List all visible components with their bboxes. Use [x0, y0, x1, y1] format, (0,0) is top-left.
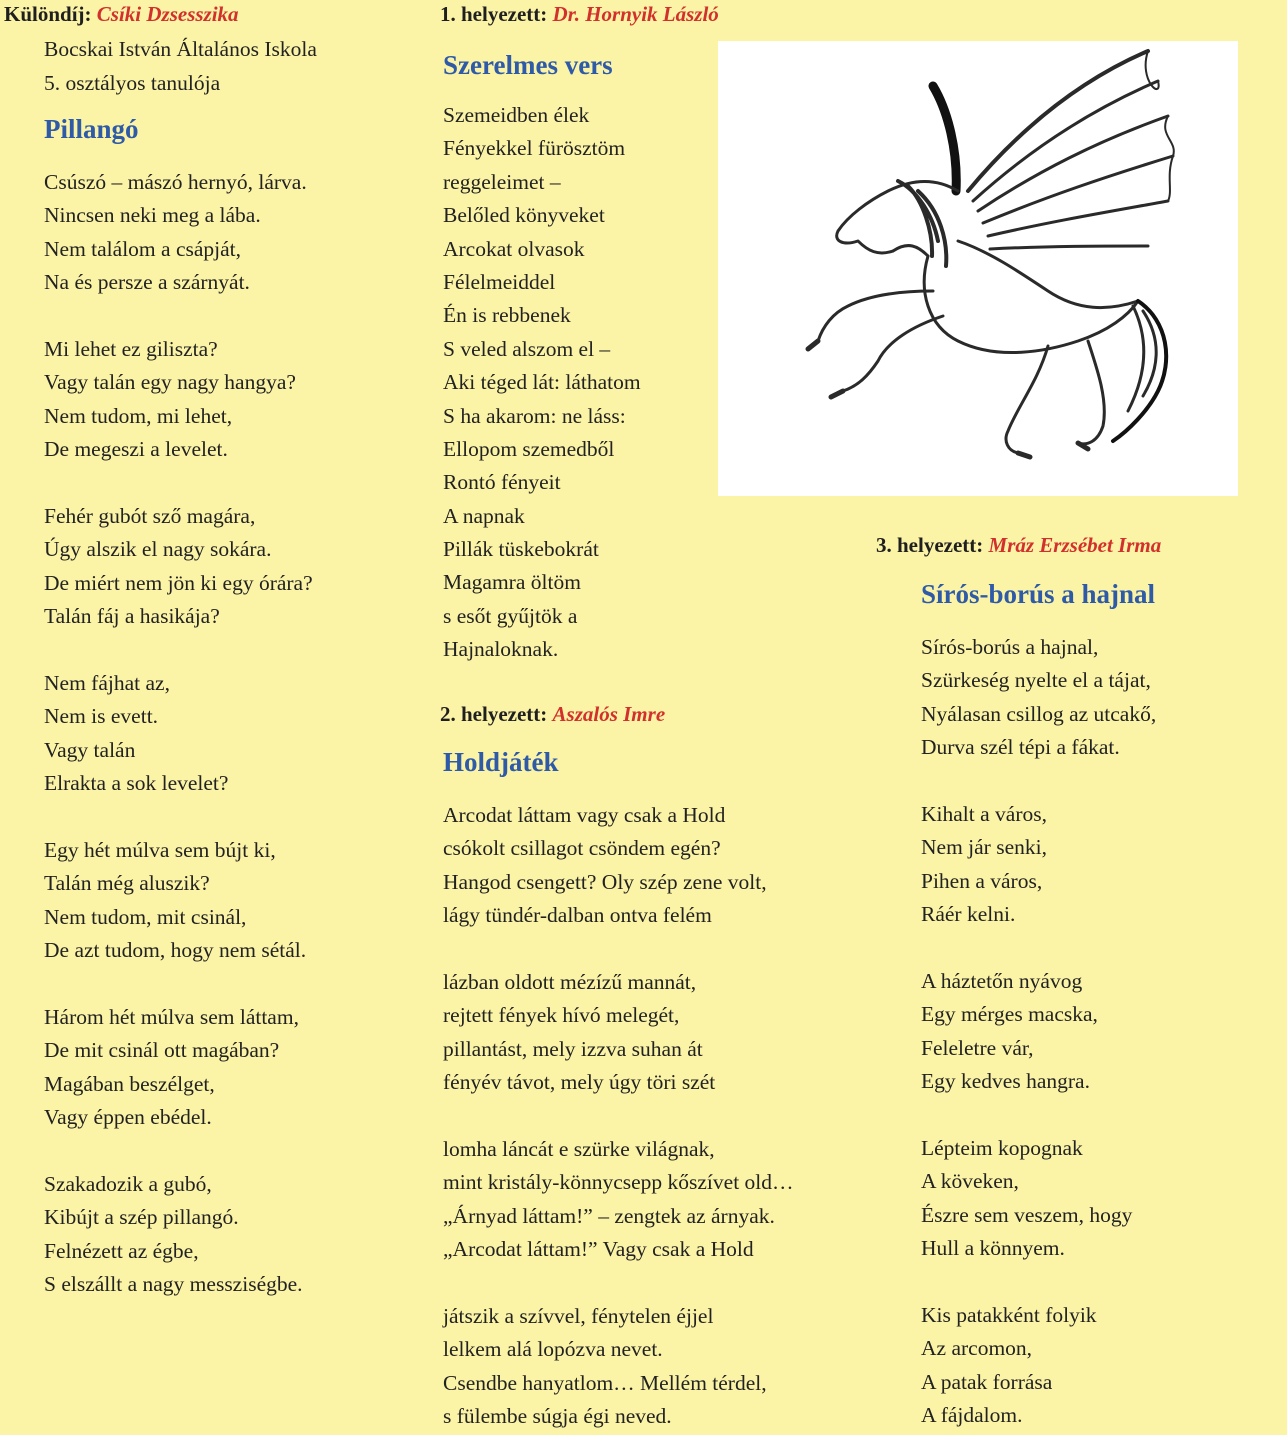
poem-line: Nem fájhat az, — [44, 670, 170, 695]
poem-line: Félelmeiddel — [443, 269, 556, 294]
poem-line: S elszállt a nagy messziségbe. — [44, 1271, 303, 1296]
poem-line: Kibújt a szép pillangó. — [44, 1205, 239, 1230]
poem-line: mint kristály-könnycsepp kőszívet old… — [443, 1170, 794, 1195]
first-place-award — [440, 2, 719, 27]
poem-line: Feleletre vár, — [921, 1035, 1034, 1060]
poem-line: Fényekkel fürösztöm — [443, 136, 626, 161]
poem-line: Egy hét múlva sem bújt ki, — [44, 837, 276, 862]
poem-line: Talán fáj a hasikája? — [44, 604, 220, 629]
author-name: Dr. Hornyik László — [552, 2, 719, 26]
poem-title-siros-borus: Sírós-borús a hajnal — [921, 579, 1156, 609]
author-name: Aszalós Imre — [552, 702, 666, 726]
poem-line: Csendbe hanyatlom… Mellém térdel, — [443, 1370, 767, 1395]
poem-line: Hull a könnyem. — [921, 1236, 1065, 1261]
poem-line: Magában beszélget, — [44, 1071, 215, 1096]
pegasus-illustration — [718, 41, 1238, 496]
poem-line: játszik a szívvel, fénytelen éjjel — [443, 1303, 714, 1328]
poem-line: A háztetőn nyávog — [921, 968, 1083, 993]
poem-line: Észre sem veszem, hogy — [921, 1202, 1133, 1227]
poem-line: Az arcomon, — [921, 1336, 1033, 1361]
stanza-gap — [921, 765, 1156, 798]
poem-line: lomha láncát e szürke világnak, — [443, 1136, 715, 1161]
poem-line: Ráér kelni. — [921, 902, 1016, 927]
stanza-gap — [921, 1098, 1156, 1131]
poem-line: Három hét múlva sem láttam, — [44, 1004, 299, 1029]
poem-line: Egy kedves hangra. — [921, 1069, 1090, 1094]
poem-line: Pillák tüskebokrát — [443, 537, 599, 562]
poem-line: s esőt gyűjtök a — [443, 603, 578, 628]
poem-line: Vagy talán — [44, 737, 136, 762]
poem-line: S veled alszom el – — [443, 336, 611, 361]
poem-line: Mi lehet ez giliszta? — [44, 336, 218, 361]
poem-line: Egy mérges macska, — [921, 1002, 1098, 1027]
poem-line: Nincsen neki meg a lába. — [44, 203, 261, 228]
stanza-gap — [921, 1265, 1156, 1298]
poem-line: Lépteim kopognak — [921, 1135, 1083, 1160]
stanza-gap — [443, 1266, 794, 1299]
poem-line: Na és persze a szárnyát. — [44, 270, 250, 295]
poem-line: Úgy alszik el nagy sokára. — [44, 537, 272, 562]
stanza-gap — [443, 933, 794, 966]
poem-line: lágy tündér-dalban ontva felém — [443, 903, 712, 928]
stanza-gap — [44, 300, 313, 333]
stanza-gap — [44, 633, 313, 666]
poem-line: De azt tudom, hogy nem sétál. — [44, 937, 307, 962]
stanza-gap — [44, 467, 313, 500]
poem-line: A köveken, — [921, 1169, 1019, 1194]
poem-line: „Arcodat láttam!” Vagy csak a Hold — [443, 1237, 754, 1262]
award-label: 1. helyezett: — [440, 2, 548, 26]
poem-line: Felnézett az égbe, — [44, 1238, 199, 1263]
poem-line: Ellopom szemedből — [443, 436, 615, 461]
poem-line: Arcodat láttam vagy csak a Hold — [443, 803, 726, 827]
poem-line: De miért nem jön ki egy órára? — [44, 570, 313, 595]
stanza-gap — [443, 1100, 794, 1133]
poem-line: Elrakta a sok levelet? — [44, 771, 229, 796]
second-place-award — [440, 702, 665, 727]
poem-line: lelkem alá lopózva nevet. — [443, 1337, 663, 1362]
stanza-gap — [44, 1134, 313, 1167]
poem-line: lázban oldott mézízű mannát, — [443, 969, 697, 994]
poem-line: Szakadozik a gubó, — [44, 1171, 212, 1196]
poem-line: Sírós-borús a hajnal, — [921, 635, 1099, 659]
poem-line: pillantást, mely izzva suhan át — [443, 1036, 703, 1061]
poem-line: Arcokat olvasok — [443, 236, 585, 261]
poem-line: Talán még aluszik? — [44, 871, 210, 896]
award-label: 3. helyezett: — [876, 533, 984, 557]
school-grade: 5. osztályos tanulója — [44, 71, 221, 95]
school-info — [44, 32, 317, 100]
author-name: Csíki Dzsesszika — [96, 2, 239, 26]
award-label: 2. helyezett: — [440, 702, 548, 726]
poem-line: reggeleimet – — [443, 169, 561, 194]
poem-line: Hajnaloknak. — [443, 637, 559, 662]
poem-line: Aki téged lát: láthatom — [443, 370, 641, 395]
poem-line: rejtett fények hívó melegét, — [443, 1003, 680, 1028]
poem-line: Nem tudom, mit csinál, — [44, 904, 247, 929]
poem-line: De megeszi a levelet. — [44, 437, 228, 462]
poem-line: Nyálasan csillog az utcakő, — [921, 701, 1157, 726]
poem-line: Kis patakként folyik — [921, 1302, 1097, 1327]
poem-line: Pihen a város, — [921, 868, 1043, 893]
poem-line: De mit csinál ott magában? — [44, 1038, 280, 1063]
poem-line: Belőled könyveket — [443, 203, 605, 228]
poem-title-pillango: Pillangó — [44, 114, 139, 144]
poem-line: s fülembe súgja égi neved. — [443, 1404, 672, 1429]
stanza-gap — [921, 932, 1156, 965]
poem-line: Nem jár senki, — [921, 835, 1047, 860]
poem-title-szerelmes-vers: Szerelmes vers — [443, 50, 613, 80]
poem-line: A patak forrása — [921, 1369, 1053, 1394]
kulondij-award — [4, 2, 239, 27]
poem-line: Nem találom a csápját, — [44, 236, 242, 261]
award-label: Különdíj: — [4, 2, 92, 26]
school-name: Bocskai István Általános Iskola — [44, 37, 317, 61]
poem-body-siros-borus — [921, 631, 1156, 1432]
poem-line: Nem tudom, mi lehet, — [44, 403, 233, 428]
poem-line: Hangod csengett? Oly szép zene volt, — [443, 869, 767, 894]
poem-body-holdjatek — [443, 799, 794, 1433]
poem-body-pillango — [44, 166, 313, 1301]
poem-line: Vagy talán egy nagy hangya? — [44, 370, 296, 395]
poem-line: Vagy éppen ebédel. — [44, 1104, 212, 1129]
poem-line: Durva szél tépi a fákat. — [921, 735, 1120, 760]
poem-line: Én is rebbenek — [443, 303, 571, 328]
poem-line: S ha akarom: ne láss: — [443, 403, 626, 428]
poem-line: Rontó fényeit — [443, 470, 561, 495]
poem-title-holdjatek: Holdjáték — [443, 747, 559, 777]
poem-line: Nem is evett. — [44, 704, 159, 729]
poem-line: Fehér gubót sző magára, — [44, 503, 256, 528]
poem-line: „Árnyad láttam!” – zengtek az árnyak. — [443, 1203, 775, 1228]
poem-line: A fájdalom. — [921, 1402, 1023, 1427]
author-name: Mráz Erzsébet Irma — [988, 533, 1162, 557]
third-place-award — [876, 533, 1161, 558]
poem-line: Magamra öltöm — [443, 570, 581, 595]
stanza-gap — [44, 967, 313, 1000]
stanza-gap — [44, 800, 313, 833]
poem-line: csókolt csillagot csöndem egén? — [443, 836, 721, 861]
poem-line: fényév távot, mely úgy töri szét — [443, 1070, 716, 1095]
poem-line: A napnak — [443, 503, 525, 528]
poem-line: Szürkeség nyelte el a tájat, — [921, 668, 1151, 693]
poem-line: Kihalt a város, — [921, 801, 1047, 826]
poem-body-szerelmes-vers — [443, 99, 641, 667]
poem-line: Csúszó – mászó hernyó, lárva. — [44, 170, 307, 194]
poem-line: Szemeidben élek — [443, 103, 590, 127]
